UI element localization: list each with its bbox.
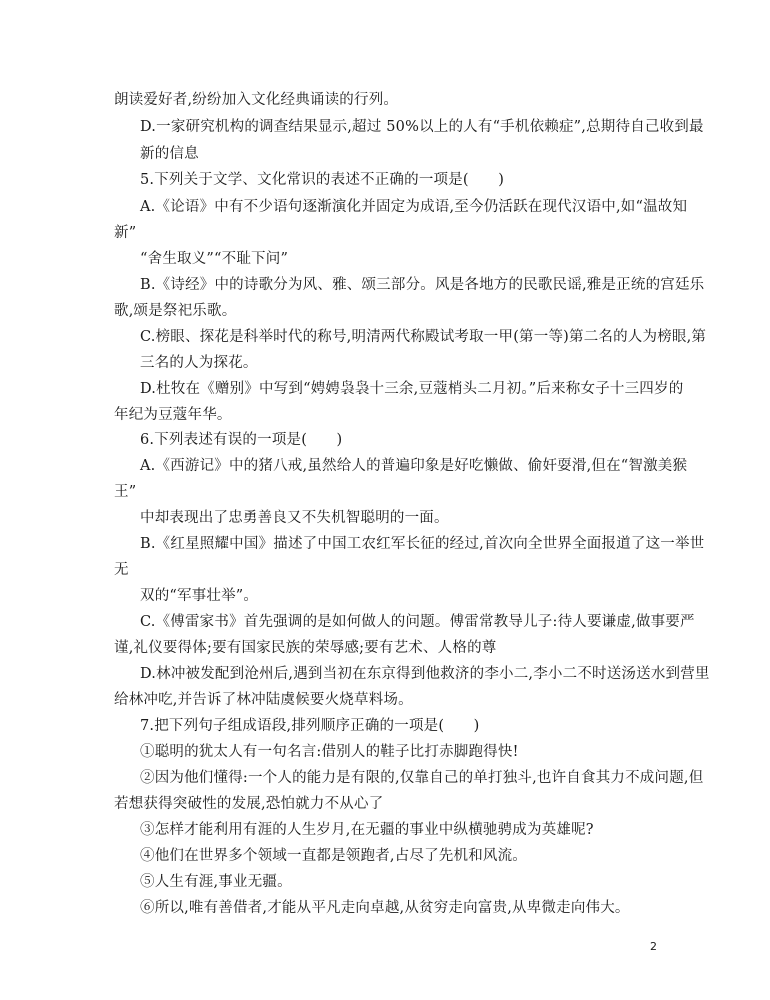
- text-line: 双的“军事壮举”。: [140, 588, 259, 604]
- option-d: D.林冲被发配到沧州后,遇到当初在东京得到他救济的李小二,李小二不时送汤送水到营里: [140, 666, 710, 682]
- sentence-5: ⑤人生有涯,事业无疆。: [140, 874, 292, 890]
- text-line: 王”: [114, 484, 137, 500]
- text-line: 谨,礼仪要得体;要有国家民族的荣辱感;要有艺术、人格的尊: [114, 640, 497, 656]
- option-d: D.杜牧在《赠别》中写到“娉娉袅袅十三余,豆蔻梢头二月初。”后来称女子十三四岁的: [140, 381, 684, 397]
- option-c: C.榜眼、探花是科举时代的称号,明清两代称殿试考取一甲(第一等)第二名的人为榜眼,第: [140, 329, 707, 345]
- text-line: 三名的人为探花。: [140, 355, 258, 371]
- option-b: B.《红星照耀中国》描述了中国工农红军长征的经过,首次向全世界全面报道了这一举世: [140, 536, 705, 552]
- text-line: 新的信息: [140, 146, 199, 162]
- text-line: “舍生取义”“不耻下问”: [140, 251, 289, 267]
- question-6-stem: 6.下列表述有误的一项是( ): [140, 432, 343, 448]
- option-c: C.《傅雷家书》首先强调的是如何做人的问题。傅雷常教导儿子:待人要谦虚,做事要严: [140, 614, 695, 630]
- sentence-4: ④他们在世界多个领域一直都是领跑者,占尽了先机和风流。: [140, 848, 528, 864]
- text-line: 中却表现出了忠勇善良又不失机智聪明的一面。: [140, 510, 449, 526]
- text-line: 朗读爱好者,纷纷加入文化经典诵读的行列。: [114, 92, 399, 108]
- text-line: 若想获得突破性的发展,恐怕就力不从心了: [114, 796, 384, 812]
- text-line: 给林冲吃,并告诉了林冲陆虞候要火烧草料场。: [114, 692, 413, 708]
- text-line: 年纪为豆蔻年华。: [114, 407, 232, 423]
- sentence-6: ⑥所以,唯有善借者,才能从平凡走向卓越,从贫穷走向富贵,从卑微走向伟大。: [140, 900, 630, 916]
- text-line: 歌,颂是祭祀乐歌。: [114, 303, 237, 319]
- option-a: A.《论语》中有不少语句逐渐演化并固定为成语,至今仍活跃在现代汉语中,如“温故知: [140, 199, 688, 215]
- sentence-2: ②因为他们懂得:一个人的能力是有限的,仅靠自己的单打独斗,也许自食其力不成问题,但: [140, 770, 704, 786]
- text-line: D.一家研究机构的调查结果显示,超过 50%以上的人有“手机依赖症”,总期待自己收到最: [140, 119, 704, 135]
- text-line: 无: [114, 562, 129, 578]
- page-number: 2: [650, 940, 657, 953]
- question-7-stem: 7.把下列句子组成语段,排列顺序正确的一项是( ): [140, 718, 480, 734]
- option-b: B.《诗经》中的诗歌分为风、雅、颂三部分。风是各地方的民歌民谣,雅是正统的宫廷乐: [140, 277, 705, 293]
- sentence-3: ③怎样才能利用有涯的人生岁月,在无疆的事业中纵横驰骋成为英雄呢?: [140, 822, 594, 838]
- question-5-stem: 5.下列关于文学、文化常识的表述不正确的一项是( ): [140, 172, 505, 188]
- sentence-1: ①聪明的犹太人有一句名言:借别人的鞋子比打赤脚跑得快!: [140, 744, 519, 760]
- text-line: 新”: [114, 225, 137, 241]
- option-a: A.《西游记》中的猪八戒,虽然给人的普遍印象是好吃懒做、偷奸耍滑,但在“智激美猴: [140, 458, 688, 474]
